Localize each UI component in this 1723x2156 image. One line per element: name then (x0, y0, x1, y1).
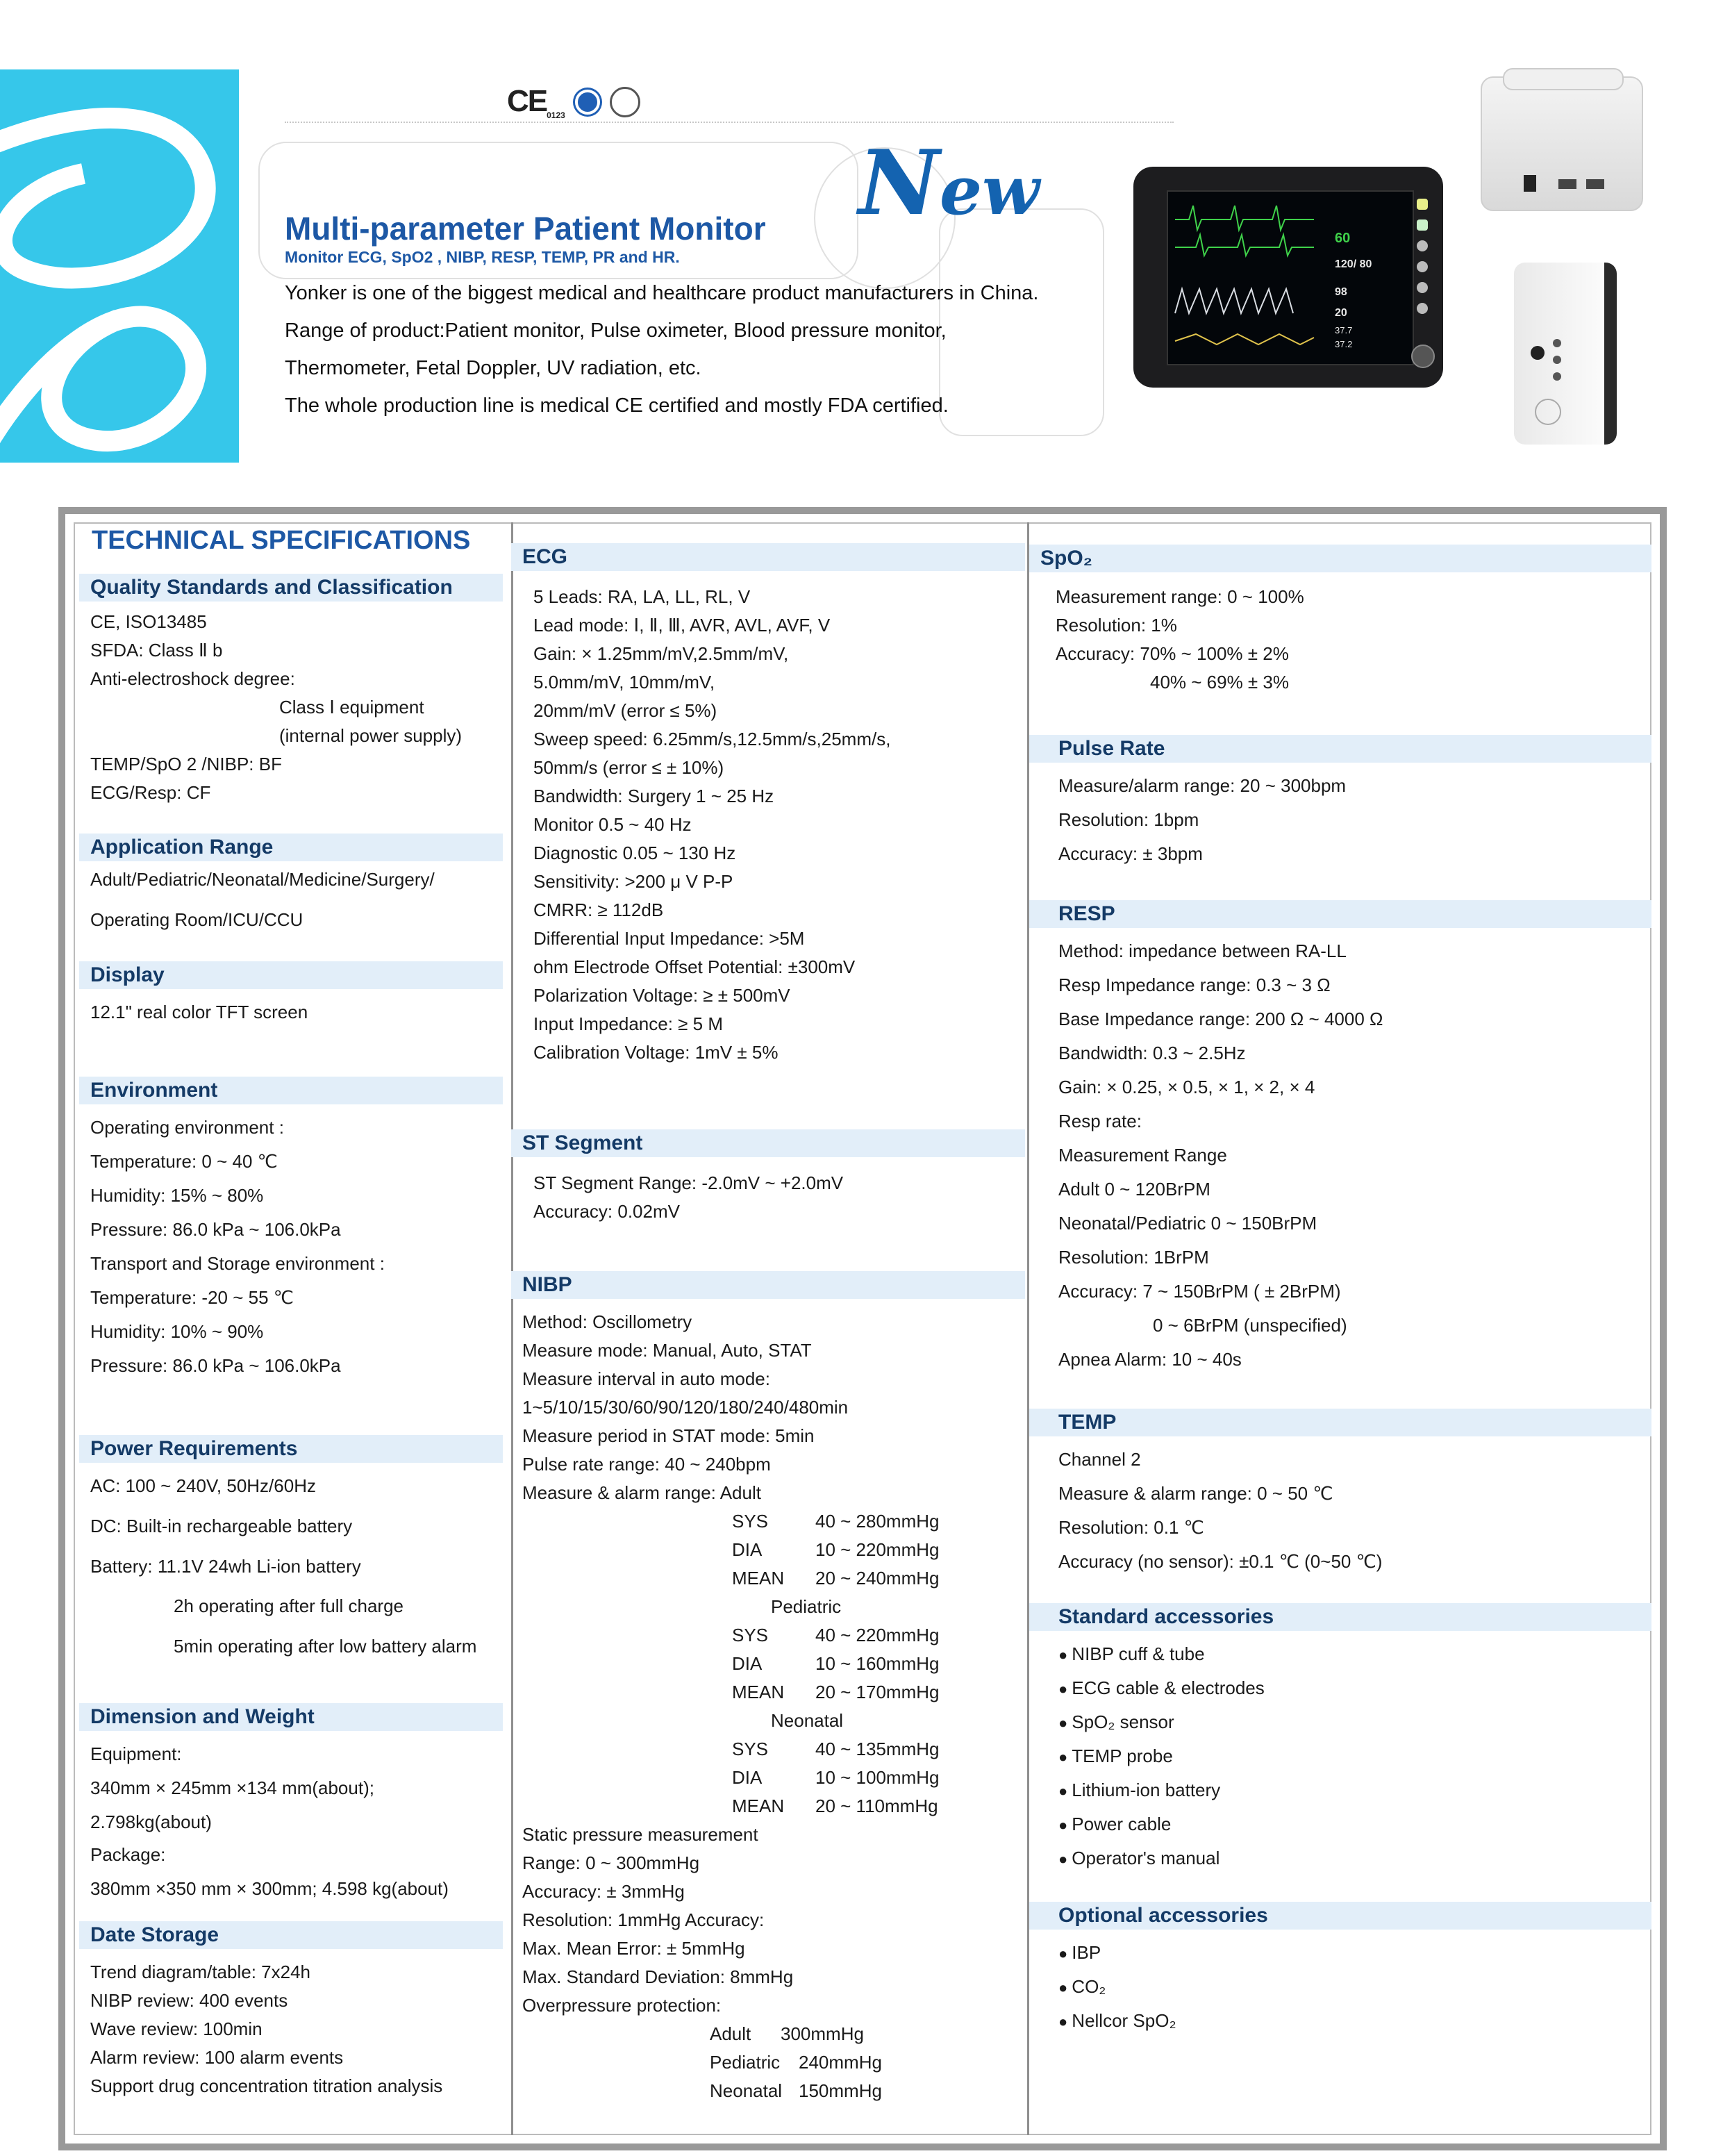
spec-line: Measurement range: 0 ~ 100% (1056, 586, 1304, 607)
range-label: SYS (732, 1511, 769, 1532)
spec-line: Accuracy: ± 3bpm (1058, 843, 1203, 864)
spo2-reading: 98 (1335, 286, 1347, 298)
dimension-title: Dimension and Weight (90, 1705, 315, 1728)
spec-line: Bandwidth: 0.3 ~ 2.5Hz (1058, 1043, 1246, 1063)
spec-line: 40% ~ 69% ± 3% (1150, 672, 1290, 693)
monitor-front-image (1133, 167, 1443, 388)
monitor-screen (1167, 190, 1414, 365)
spec-line: Differential Input Impedance: >5M (533, 928, 805, 949)
accessory-item: ● ECG cable & electrodes (1058, 1677, 1265, 1698)
range-value: 20 ~ 240mmHg (815, 1568, 940, 1589)
spec-line: Operating Room/ICU/CCU (90, 909, 303, 930)
logo-swirl-icon (0, 69, 239, 463)
accessory-item: ● CO₂ (1058, 1976, 1106, 1997)
spec-line: Range: 0 ~ 300mmHg (522, 1852, 700, 1873)
overpressure-value: 150mmHg (799, 2080, 882, 2101)
spec-line: Channel 2 (1058, 1449, 1141, 1470)
bullet-icon: ● (1058, 1646, 1068, 1664)
spec-line: Alarm review: 100 alarm events (90, 2047, 344, 2068)
knob-icon (1411, 345, 1435, 368)
spec-line: Humidity: 15% ~ 80% (90, 1185, 264, 1206)
spec-heading: TECHNICAL SPECIFICATIONS (92, 526, 471, 555)
spo2-title: SpO₂ (1040, 547, 1092, 570)
range-value: 10 ~ 220mmHg (815, 1539, 940, 1560)
monitor-waveforms-icon (1168, 192, 1413, 364)
section-bar (1029, 545, 1651, 572)
bullet-icon: ● (1058, 1945, 1068, 1962)
spec-line: Temperature: -20 ~ 55 ℃ (90, 1287, 294, 1308)
standard-accessories-title: Standard accessories (1058, 1605, 1274, 1628)
intro-line: Thermometer, Fetal Doppler, UV radiation, etc. (285, 357, 701, 379)
section-bar (1029, 900, 1651, 928)
spec-line: Base Impedance range: 200 Ω ~ 4000 Ω (1058, 1009, 1383, 1029)
overpressure-value: 300mmHg (781, 2023, 864, 2044)
spec-line: NIBP review: 400 events (90, 1990, 288, 2011)
connector-icon (1531, 346, 1545, 360)
temp1-reading: 37.7 (1335, 325, 1353, 335)
bullet-icon: ● (1058, 1782, 1068, 1800)
overpressure-label: Pediatric (710, 2052, 781, 2073)
spec-line: Accuracy: ± 3mmHg (522, 1881, 685, 1902)
range-label: MEAN (732, 1568, 785, 1589)
spec-line: Resolution: 1bpm (1058, 809, 1199, 830)
bullet-icon: ● (1058, 1816, 1068, 1834)
spec-line: Transport and Storage environment : (90, 1253, 385, 1274)
pulse-title: Pulse Rate (1058, 737, 1165, 760)
spec-line: Wave review: 100min (90, 2018, 263, 2039)
spec-line: 5.0mm/mV, 10mm/mV, (533, 672, 715, 693)
spec-line: Equipment: (90, 1743, 182, 1764)
spec-line: Input Impedance: ≥ 5 M (533, 1013, 723, 1034)
range-value: 40 ~ 220mmHg (815, 1625, 940, 1645)
spec-line: Method: Oscillometry (522, 1311, 692, 1332)
spec-line: Humidity: 10% ~ 90% (90, 1321, 264, 1342)
spec-line: Measure/alarm range: 20 ~ 300bpm (1058, 775, 1347, 796)
spec-line: CMRR: ≥ 112dB (533, 899, 664, 920)
spec-line: AC: 100 ~ 240V, 50Hz/60Hz (90, 1475, 316, 1496)
bullet-icon: ● (1058, 1680, 1068, 1698)
spec-line: Resp Impedance range: 0.3 ~ 3 Ω (1058, 975, 1331, 995)
spec-line: 2h operating after full charge (174, 1595, 403, 1616)
spec-line: (internal power supply) (279, 725, 463, 746)
spec-line: Accuracy (no sensor): ±0.1 ℃ (0~50 ℃) (1058, 1551, 1383, 1572)
intro-text (285, 278, 1038, 428)
spec-line: ohm Electrode Offset Potential: ±300mV (533, 956, 856, 977)
bullet-icon: ● (1058, 1850, 1068, 1868)
spec-line: 50mm/s (error ≤ ± 10%) (533, 757, 724, 778)
nibp-reading: 120/ 80 (1335, 258, 1372, 270)
spec-line: Measurement Range (1058, 1145, 1227, 1166)
spec-line: Polarization Voltage: ≥ ± 500mV (533, 985, 790, 1006)
spec-line: Adult/Pediatric/Neonatal/Medicine/Surgery/ (90, 869, 435, 890)
temp-title: TEMP (1058, 1411, 1117, 1434)
spec-line: Adult 0 ~ 120BrPM (1058, 1179, 1210, 1200)
spec-line: TEMP/SpO 2 /NIBP: BF (90, 754, 282, 774)
accessory-item: ● Operator's manual (1058, 1848, 1220, 1868)
spec-line: Resolution: 1mmHg Accuracy: (522, 1909, 765, 1930)
spec-line: Resolution: 1BrPM (1058, 1247, 1209, 1268)
spec-line: Pressure: 86.0 kPa ~ 106.0kPa (90, 1355, 341, 1376)
ce-mark-icon: $CE_{0123}$ (507, 84, 565, 120)
led-icon (1417, 199, 1428, 210)
spec-line: Temperature: 0 ~ 40 ℃ (90, 1151, 278, 1172)
spec-line: Monitor 0.5 ~ 40 Hz (533, 814, 692, 835)
button-icon (1417, 282, 1428, 293)
button-icon (1417, 261, 1428, 272)
range-label: DIA (732, 1767, 763, 1788)
intro-line: Yonker is one of the biggest medical and healthcare product manufacturers in China. (285, 282, 1039, 304)
spec-line: DC: Built-in rechargeable battery (90, 1516, 353, 1536)
bullet-icon: ● (1058, 2013, 1068, 2030)
handle-icon (1503, 68, 1624, 90)
spec-line: Method: impedance between RA-LL (1058, 940, 1347, 961)
range-value: 20 ~ 170mmHg (815, 1682, 940, 1702)
bullet-icon: ● (1058, 1979, 1068, 1996)
intro-line: Range of product:Patient monitor, Pulse oximeter, Blood pressure monitor, (285, 320, 947, 342)
section-bar (511, 543, 1025, 571)
accessory-item: ● IBP (1058, 1942, 1101, 1963)
range-label: SYS (732, 1739, 769, 1759)
spec-line: 340mm × 245mm ×134 mm(about); (90, 1777, 374, 1798)
range-label: SYS (732, 1625, 769, 1645)
button-icon (1417, 240, 1428, 251)
spec-line: 0 ~ 6BrPM (unspecified) (1153, 1315, 1347, 1336)
monitor-back-image (1481, 76, 1643, 211)
st-title: ST Segment (522, 1131, 643, 1154)
accessory-item: ● TEMP probe (1058, 1745, 1173, 1766)
spec-line: Accuracy: 7 ~ 150BrPM ( ± 2BrPM) (1058, 1281, 1341, 1302)
spec-line: 12.1" real color TFT screen (90, 1002, 308, 1022)
spec-line: Gain: × 1.25mm/mV,2.5mm/mV, (533, 643, 789, 664)
spec-line: 1~5/10/15/30/60/90/120/180/240/480min (522, 1397, 849, 1418)
spec-line: Overpressure protection: (522, 1995, 722, 2016)
quality-title: Quality Standards and Classification (90, 576, 453, 599)
spec-line: Sweep speed: 6.25mm/s,12.5mm/s,25mm/s, (533, 729, 891, 749)
spec-line: Sensitivity: >200 μ V P-P (533, 871, 733, 892)
range-group-label: Pediatric (771, 1596, 842, 1617)
accessory-item: ● NIBP cuff & tube (1058, 1643, 1205, 1664)
spec-line: Accuracy: 70% ~ 100% ± 2% (1056, 643, 1289, 664)
range-value: 20 ~ 110mmHg (815, 1796, 938, 1816)
button-icon (1417, 303, 1428, 314)
spec-line: Anti-electroshock degree: (90, 668, 295, 689)
accessory-item: ● Nellcor SpO₂ (1058, 2010, 1176, 2031)
hr-reading: 60 (1335, 231, 1351, 246)
resp-title: RESP (1058, 902, 1115, 925)
bullet-icon: ● (1058, 1748, 1068, 1766)
resp-reading: 20 (1335, 307, 1347, 319)
spec-line: Lead mode: Ⅰ, Ⅱ, Ⅲ, AVR, AVL, AVF, V (533, 615, 831, 636)
column-divider (511, 522, 513, 2135)
spec-line: Accuracy: 0.02mV (533, 1201, 680, 1222)
environment-title: Environment (90, 1079, 218, 1102)
accessory-item: ● SpO₂ sensor (1058, 1711, 1174, 1732)
new-badge: New (858, 131, 1040, 235)
bullet-icon: ● (1058, 1714, 1068, 1732)
range-value: 10 ~ 160mmHg (815, 1653, 940, 1674)
spec-line: Max. Standard Deviation: 8mmHg (522, 1966, 794, 1987)
monitor-side-image (1514, 263, 1617, 445)
iso-mark-icon (575, 90, 600, 115)
range-label: DIA (732, 1539, 763, 1560)
spec-line: Max. Mean Error: ± 5mmHg (522, 1938, 745, 1959)
connector-icon (1553, 339, 1561, 347)
spec-line: Resolution: 1% (1056, 615, 1177, 636)
spec-line: ST Segment Range: -2.0mV ~ +2.0mV (533, 1172, 844, 1193)
range-value: 40 ~ 135mmHg (815, 1739, 940, 1759)
connector-icon (1553, 356, 1561, 364)
nibp-title: NIBP (522, 1273, 572, 1296)
application-title: Application Range (90, 836, 274, 859)
range-group-label: Neonatal (771, 1710, 844, 1731)
spec-line: Class Ⅰ equipment (279, 697, 424, 718)
spec-line: Pulse rate range: 40 ~ 240bpm (522, 1454, 771, 1475)
ecg-title: ECG (522, 545, 568, 568)
spec-line: Measure & alarm range: Adult (522, 1482, 761, 1503)
spec-line: ECG/Resp: CF (90, 782, 211, 803)
product-subtitle: Monitor ECG, SpO2 , NIBP, RESP, TEMP, PR and HR. (285, 248, 680, 266)
intro-line: The whole production line is medical CE certified and mostly FDA certified. (285, 395, 949, 417)
led-icon (1417, 219, 1428, 231)
spec-line: Operating environment : (90, 1117, 284, 1138)
spec-line: Measure & alarm range: 0 ~ 50 ℃ (1058, 1483, 1333, 1504)
display-title: Display (90, 963, 165, 986)
header-rule (285, 122, 1174, 123)
spec-line: Package: (90, 1844, 166, 1865)
spec-line: Measure interval in auto mode: (522, 1368, 770, 1389)
overpressure-value: 240mmHg (799, 2052, 882, 2073)
spec-line: Trend diagram/table: 7x24h (90, 1962, 311, 1982)
accessory-item: ● Power cable (1058, 1814, 1172, 1834)
port-icon (1586, 179, 1604, 189)
spec-line: Static pressure measurement (522, 1824, 758, 1845)
product-title: Multi-parameter Patient Monitor (285, 210, 766, 247)
temp2-reading: 37.2 (1335, 339, 1353, 349)
column-divider (1027, 522, 1029, 2135)
section-bar (511, 1271, 1025, 1299)
spec-line: SFDA: Class Ⅱ b (90, 640, 223, 661)
spec-line: 2.798kg(about) (90, 1811, 212, 1832)
spec-line: 5min operating after low battery alarm (174, 1636, 477, 1657)
spec-line: Bandwidth: Surgery 1 ~ 25 Hz (533, 786, 774, 806)
spec-line: CE, ISO13485 (90, 611, 207, 632)
brand-logo-block (0, 69, 239, 463)
spec-line: Pressure: 86.0 kPa ~ 106.0kPa (90, 1219, 341, 1240)
spec-line: Resolution: 0.1 ℃ (1058, 1517, 1204, 1538)
storage-title: Date Storage (90, 1923, 219, 1946)
range-value: 10 ~ 100mmHg (815, 1767, 940, 1788)
spec-line: Gain: × 0.25, × 0.5, × 1, × 2, × 4 (1058, 1077, 1315, 1097)
spec-line: Support drug concentration titration analysis (90, 2075, 443, 2096)
range-label: MEAN (732, 1682, 785, 1702)
spec-line: Measure mode: Manual, Auto, STAT (522, 1340, 812, 1361)
spec-line: 5 Leads: RA, LA, LL, RL, V (533, 586, 751, 607)
power-title: Power Requirements (90, 1437, 298, 1460)
overpressure-label: Neonatal (710, 2080, 783, 2101)
optional-accessories-title: Optional accessories (1058, 1904, 1268, 1927)
port-icon (1558, 179, 1576, 189)
range-label: MEAN (732, 1796, 785, 1816)
connector-icon (1535, 399, 1561, 425)
range-label: DIA (732, 1653, 763, 1674)
spec-line: Battery: 11.1V 24wh Li-ion battery (90, 1556, 361, 1577)
sfda-mark-icon (610, 87, 640, 117)
spec-line: Calibration Voltage: 1mV ± 5% (533, 1042, 779, 1063)
spec-line: Neonatal/Pediatric 0 ~ 150BrPM (1058, 1213, 1317, 1234)
monitor-button-column (1417, 199, 1429, 324)
accessory-item: ● Lithium-ion battery (1058, 1780, 1221, 1800)
range-value: 40 ~ 280mmHg (815, 1511, 940, 1532)
section-bar (1029, 1409, 1651, 1436)
spec-line: Measure period in STAT mode: 5min (522, 1425, 815, 1446)
spec-line: Diagnostic 0.05 ~ 130 Hz (533, 843, 736, 863)
certification-marks (507, 85, 640, 119)
overpressure-label: Adult (710, 2023, 751, 2044)
port-icon (1524, 175, 1536, 192)
spec-line: 20mm/mV (error ≤ 5%) (533, 700, 717, 721)
spec-line: Resp rate: (1058, 1111, 1142, 1131)
connector-icon (1553, 372, 1561, 381)
spec-line: Apnea Alarm: 10 ~ 40s (1058, 1349, 1242, 1370)
spec-line: 380mm ×350 mm × 300mm; 4.598 kg(about) (90, 1878, 449, 1899)
